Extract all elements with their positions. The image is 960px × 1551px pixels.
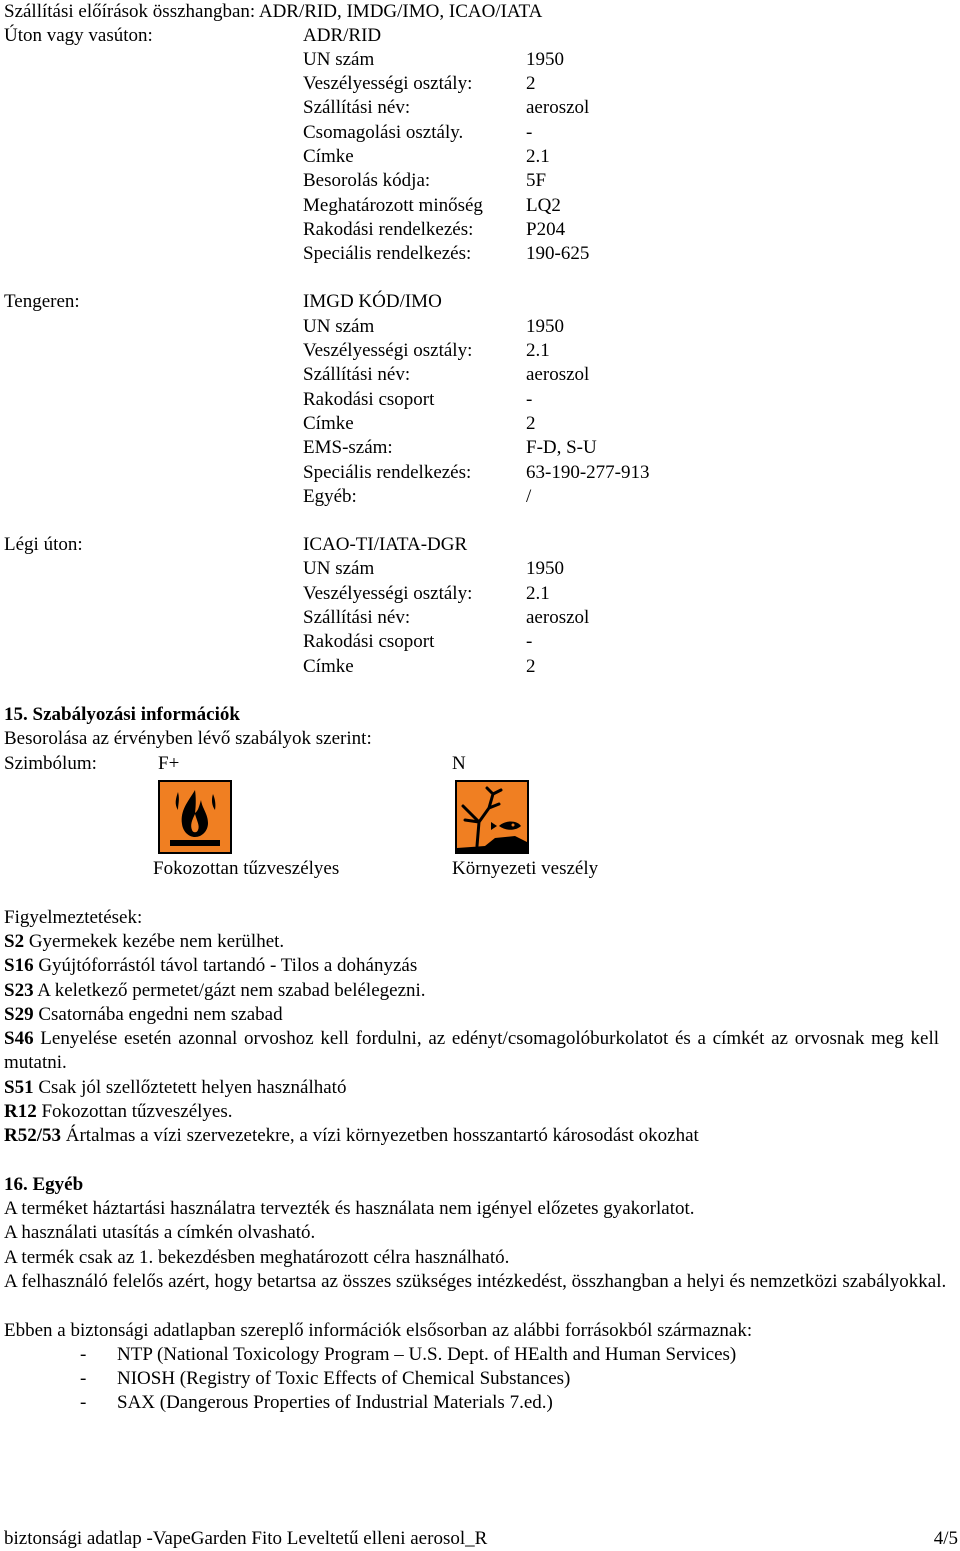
sea-row-label: Szállítási név: bbox=[303, 364, 411, 385]
source-text: NTP (National Toxicology Program – U.S. Dept. of HEalth and Human Services) bbox=[117, 1344, 737, 1365]
other-line: A felhasználó felelős azért, hogy betartsa az összes szükséges intézkedést, összhangban a helyi és nemzetközi szabályokkal. bbox=[4, 1271, 947, 1292]
air-section-label: Légi úton: bbox=[4, 534, 83, 555]
phrase-code: S29 bbox=[4, 1004, 34, 1025]
phrase-line bbox=[4, 1124, 699, 1148]
phrase-text: Lenyelése esetén azonnal orvoshoz kell fordulni, az edényt/csomagolóburkolatot és a címkét az orvosnak meg kell mutatni. bbox=[4, 1028, 939, 1074]
classification-text: Besorolása az érvényben lévő szabályok szerint: bbox=[4, 728, 372, 749]
sea-row-value: 63-190-277-913 bbox=[526, 462, 650, 483]
phrase-text: Ártalmas a vízi szervezetekre, a vízi környezetben hosszantartó károsodást okozhat bbox=[61, 1125, 699, 1146]
phrase-text: Gyújtóforrástól távol tartandó - Tilos a dohányzás bbox=[33, 955, 418, 976]
phrase-text: A keletkező permetet/gázt nem szabad belélegezni. bbox=[33, 980, 426, 1001]
source-list-item bbox=[0, 1367, 960, 1391]
road-row-label: Veszélyességi osztály: bbox=[303, 73, 473, 94]
list-dash: - bbox=[80, 1368, 87, 1389]
sea-row-value: 1950 bbox=[526, 316, 564, 337]
source-list-item bbox=[0, 1391, 960, 1415]
other-line: A termék csak az 1. bekezdésben meghatározott célra használható. bbox=[4, 1247, 510, 1268]
air-row-value: aeroszol bbox=[526, 607, 590, 628]
sea-row-label: Veszélyességi osztály: bbox=[303, 340, 473, 361]
transport-header: Szállítási előírások összhangban: ADR/RID, IMDG/IMO, ICAO/IATA bbox=[4, 1, 543, 22]
phrase-line bbox=[4, 1076, 346, 1100]
warnings-title: Figyelmeztetések: bbox=[4, 907, 143, 928]
phrase-line bbox=[4, 1003, 283, 1027]
sea-row-label: Rakodási csoport bbox=[303, 389, 435, 410]
footer-doc-title: biztonsági adatlap -VapeGarden Fito Leveltetű elleni aerosol_R bbox=[4, 1528, 488, 1549]
air-row-value: - bbox=[526, 631, 533, 652]
road-row-label: Címke bbox=[303, 146, 354, 167]
phrase-code: S51 bbox=[4, 1077, 34, 1098]
road-section-label: Úton vagy vasúton: bbox=[4, 25, 153, 46]
phrase-code: R52/53 bbox=[4, 1125, 61, 1146]
road-row-value: 2.1 bbox=[526, 146, 550, 167]
footer-page-number: 4/5 bbox=[933, 1528, 958, 1549]
phrase-text: Gyermekek kezébe nem kerülhet. bbox=[24, 931, 285, 952]
air-row-value: 1950 bbox=[526, 558, 564, 579]
source-list-item bbox=[0, 1343, 960, 1367]
sea-row-value: 2 bbox=[526, 413, 536, 434]
road-row-value: - bbox=[526, 122, 533, 143]
air-row-label: UN szám bbox=[303, 558, 375, 579]
air-heading: ICAO-TI/IATA-DGR bbox=[303, 534, 468, 555]
phrase-text: Fokozottan tűzveszélyes. bbox=[36, 1101, 233, 1122]
list-dash: - bbox=[80, 1344, 87, 1365]
road-row-label: Rakodási rendelkezés: bbox=[303, 219, 474, 240]
sea-row-label: EMS-szám: bbox=[303, 437, 393, 458]
road-row-value: 5F bbox=[526, 170, 547, 191]
phrase-text: Csatornába engedni nem szabad bbox=[33, 1004, 283, 1025]
road-row-value: 190-625 bbox=[526, 243, 590, 264]
phrase-code: S16 bbox=[4, 955, 34, 976]
air-row-label: Címke bbox=[303, 656, 354, 677]
air-row-label: Szállítási név: bbox=[303, 607, 411, 628]
sea-row-value: 2.1 bbox=[526, 340, 550, 361]
road-row-value: P204 bbox=[526, 219, 566, 240]
phrase-line bbox=[4, 1027, 939, 1076]
symbol-code-f-plus: F+ bbox=[158, 753, 180, 774]
road-heading: ADR/RID bbox=[303, 25, 382, 46]
sea-row-label: UN szám bbox=[303, 316, 375, 337]
road-row-label: Speciális rendelkezés: bbox=[303, 243, 472, 264]
flammable-icon bbox=[158, 780, 232, 854]
sea-row-label: Címke bbox=[303, 413, 354, 434]
phrase-line bbox=[4, 930, 284, 954]
air-row-value: 2.1 bbox=[526, 583, 550, 604]
sea-row-value: / bbox=[526, 486, 532, 507]
environment-hazard-icon bbox=[455, 780, 529, 854]
road-row-label: Szállítási név: bbox=[303, 97, 411, 118]
environment-caption: Környezeti veszély bbox=[452, 858, 599, 879]
road-row-label: Csomagolási osztály. bbox=[303, 122, 464, 143]
source-text: SAX (Dangerous Properties of Industrial Materials 7.ed.) bbox=[117, 1392, 553, 1413]
sea-heading: IMGD KÓD/IMO bbox=[303, 291, 442, 312]
road-row-value: 1950 bbox=[526, 49, 564, 70]
symbol-code-n: N bbox=[452, 753, 466, 774]
road-row-value: LQ2 bbox=[526, 195, 561, 216]
other-line: A használati utasítás a címkén olvasható. bbox=[4, 1222, 316, 1243]
road-row-value: 2 bbox=[526, 73, 536, 94]
symbol-label: Szimbólum: bbox=[4, 753, 97, 774]
phrase-code: S46 bbox=[4, 1028, 34, 1049]
phrase-code: S2 bbox=[4, 931, 25, 952]
air-row-value: 2 bbox=[526, 656, 536, 677]
other-line: A terméket háztartási használatra tervezték és használata nem igényel előzetes gyakorlatot. bbox=[4, 1198, 695, 1219]
road-row-label: UN szám bbox=[303, 49, 375, 70]
phrase-line bbox=[4, 1100, 233, 1124]
road-row-label: Besorolás kódja: bbox=[303, 170, 431, 191]
source-text: NIOSH (Registry of Toxic Effects of Chemical Substances) bbox=[117, 1368, 571, 1389]
flammable-caption: Fokozottan tűzveszélyes bbox=[153, 858, 340, 879]
sea-section-label: Tengeren: bbox=[4, 291, 80, 312]
section-16-title: 16. Egyéb bbox=[4, 1174, 84, 1195]
phrase-line bbox=[4, 979, 426, 1003]
road-row-label: Meghatározott minőség bbox=[303, 195, 483, 216]
list-dash: - bbox=[80, 1392, 87, 1413]
sea-row-label: Speciális rendelkezés: bbox=[303, 462, 472, 483]
section-15-title: 15. Szabályozási információk bbox=[4, 704, 240, 725]
sea-row-label: Egyéb: bbox=[303, 486, 357, 507]
phrase-code: R12 bbox=[4, 1101, 37, 1122]
road-row-value: aeroszol bbox=[526, 97, 590, 118]
phrase-text: Csak jól szellőztetett helyen használható bbox=[33, 1077, 347, 1098]
phrase-line bbox=[4, 954, 417, 978]
other-line: Ebben a biztonsági adatlapban szereplő információk elsősorban az alábbi forrásokból származnak: bbox=[4, 1320, 753, 1341]
phrase-code: S23 bbox=[4, 980, 34, 1001]
sea-row-value: aeroszol bbox=[526, 364, 590, 385]
air-row-label: Rakodási csoport bbox=[303, 631, 435, 652]
sea-row-value: - bbox=[526, 389, 533, 410]
sea-row-value: F-D, S-U bbox=[526, 437, 597, 458]
air-row-label: Veszélyességi osztály: bbox=[303, 583, 473, 604]
